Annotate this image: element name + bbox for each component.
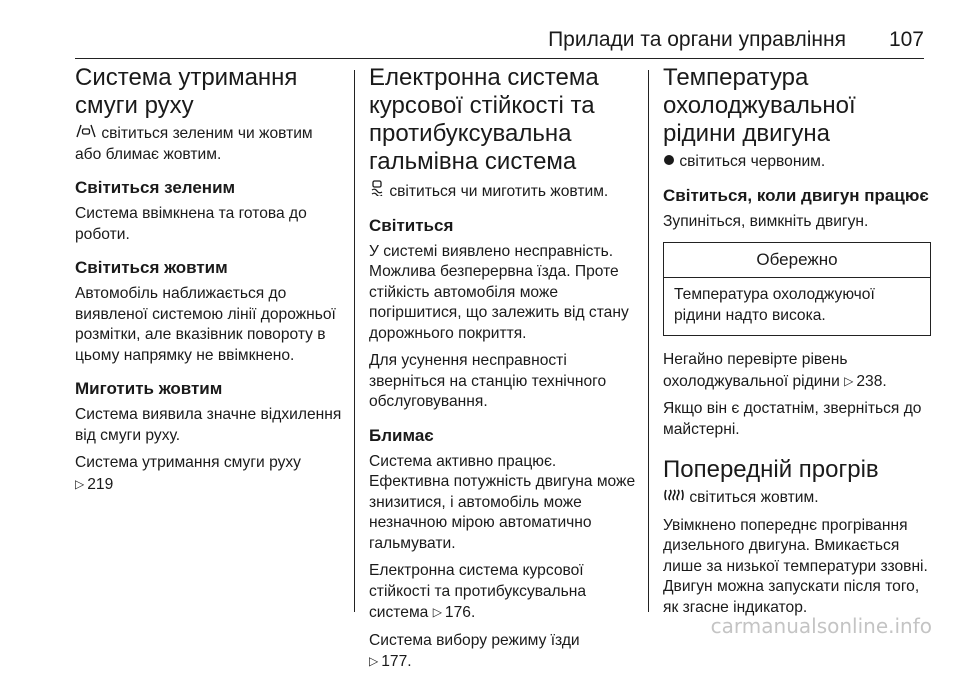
- page-reference-icon: ▷: [432, 605, 442, 619]
- check-level-text: Негайно перевірте рівень охолоджувальної рідини: [663, 351, 848, 390]
- header-rule: [75, 58, 924, 59]
- intro-paragraph: [75, 124, 343, 165]
- column-divider-2: [648, 70, 649, 612]
- intro-text: світиться червоним.: [679, 153, 826, 170]
- watermark: carmanualsonline.info: [710, 614, 932, 638]
- reference-paragraph: [75, 453, 343, 495]
- subhead-green: Світиться зеленим: [75, 178, 236, 197]
- caution-text: Температура охолоджуючої рідини надто висока.: [674, 286, 875, 324]
- intro-text: світиться зеленим чи жовтим або блимає жовтим.: [75, 125, 313, 163]
- page-reference-icon: ▷: [75, 476, 85, 491]
- intro-paragraph-preheat: [663, 488, 931, 509]
- column-divider-1: [354, 70, 355, 612]
- paragraph-lit: У системі виявлено несправність. Можлива безперервна їзда. Проте стійкість автомобіля може погіршитися, що залежить від стану дорожнього покриття.: [369, 242, 629, 342]
- paragraph-flashes: Система активно працює. Ефективна потужність двигуна може знизитися, і автомобіль може незначною мірою автоматично гальмувати.: [369, 452, 636, 552]
- reference-page[interactable]: 238.: [856, 372, 887, 390]
- reference-paragraph-esc: [369, 561, 637, 624]
- paragraph-yellow: Автомобіль наближається до виявленої системою лінії дорожньої розмітки, але вказівник повороту в цьому напрямку не ввімкнено.: [75, 285, 336, 364]
- section-title-lane-keep: Система утримання смуги руху: [75, 64, 298, 119]
- paragraph-workshop: Якщо він є достатнім, зверніться до майстерні.: [663, 400, 922, 438]
- reference-paragraph-drive-mode: [369, 631, 637, 673]
- subhead-yellow: Світиться жовтим: [75, 258, 228, 277]
- column-lane-keep: [75, 64, 343, 502]
- section-title-esc: Електронна система курсової стійкості та протибуксувальна гальмівна система: [369, 64, 599, 175]
- red-dot-icon: [663, 152, 675, 173]
- intro-paragraph: [369, 180, 637, 203]
- intro-text: світиться чи миготить жовтим.: [389, 183, 609, 200]
- section-title-coolant: Температура охолоджувальної рідини двигуна: [663, 64, 856, 147]
- caution-box: [663, 242, 931, 336]
- paragraph-flashing-yellow: Система виявила значне відхилення від смуги руху.: [75, 406, 342, 444]
- intro-text: світиться жовтим.: [689, 489, 819, 506]
- paragraph-stop: Зупиніться, вимкніть двигун.: [663, 212, 869, 230]
- reference-page[interactable]: 177.: [381, 653, 412, 670]
- intro-paragraph: [663, 152, 931, 173]
- subhead-lit: Світиться: [369, 215, 454, 235]
- reference-page[interactable]: 176.: [444, 604, 476, 621]
- column-coolant: [663, 64, 931, 625]
- paragraph-preheat: Увімкнено попереднє прогрівання дизельного двигуна. Вмикається лише за низької температури ззовні. Двигун можна запускати після того, як згасне індикатор.: [663, 516, 928, 616]
- subhead-flashing-yellow: Миготить жовтим: [75, 379, 223, 398]
- page-number: 107: [888, 28, 924, 51]
- esc-skid-icon: [369, 180, 385, 203]
- section-title-preheat: Попередній прогрів: [663, 456, 879, 483]
- page-reference-icon: ▷: [369, 654, 379, 668]
- glow-plug-icon: [663, 488, 685, 509]
- lane-keep-icon: [75, 124, 97, 145]
- page-reference-icon: ▷: [844, 373, 854, 388]
- paragraph-green: Система ввімкнена та готова до роботи.: [75, 205, 307, 243]
- paragraph-service: Для усунення несправності зверніться на станцію технічного обслуговування.: [369, 352, 607, 410]
- paragraph-check-level: [663, 350, 931, 392]
- caution-title: Обережно: [664, 243, 930, 278]
- subhead-flashes: Блимає: [369, 425, 434, 445]
- subhead-engine-running: Світиться, коли двигун працює: [663, 185, 929, 205]
- reference-text: Система вибору режиму їзди: [369, 631, 580, 649]
- header-title: Прилади та органи управління: [548, 28, 846, 51]
- reference-text: Електронна система курсової стійкості та протибуксувальна система: [369, 562, 587, 621]
- column-esc: [369, 64, 637, 680]
- page-header: [75, 26, 924, 56]
- reference-page[interactable]: 219: [87, 475, 114, 493]
- reference-text: Система утримання смуги руху: [75, 454, 301, 471]
